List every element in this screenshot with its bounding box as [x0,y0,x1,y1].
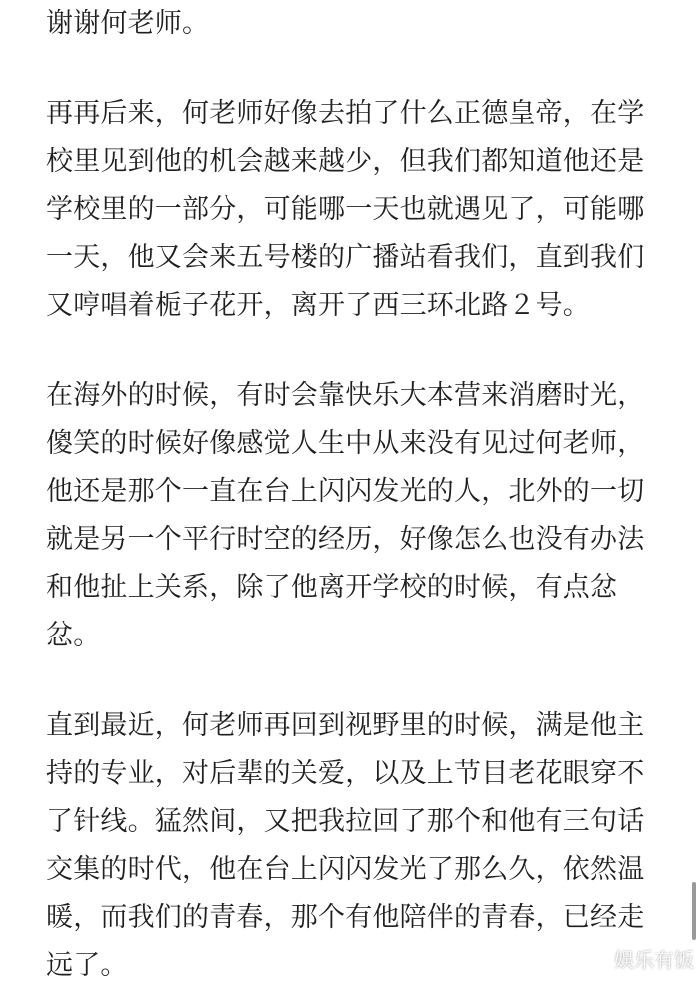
paragraph-line: 忿。 [46,620,101,651]
watermark-text: 娱乐有饭 [614,947,694,972]
paragraph-line: 在海外的时候，有时会靠快乐大本营来消磨时光， [46,380,645,411]
paragraph-line: 远了。 [46,950,128,981]
paragraph-line: 交集的时代，他在台上闪闪发光了那么久，依然温 [46,854,645,885]
paragraph-line: 和他扯上关系，除了他离开学校的时候，有点忿 [46,572,618,603]
weibo-icon [582,947,610,969]
paragraph-line: 一天，他又会来五号楼的广播站看我们，直到我们 [46,242,645,273]
paragraph-line: 他还是那个一直在台上闪闪发光的人，北外的一切 [46,476,645,507]
paragraph-line: 谢谢何老师。 [46,8,210,39]
paragraph-line: 又哼唱着栀子花开，离开了西三环北路２号。 [46,290,590,321]
paragraph-line: 持的专业，对后辈的关爱，以及上节目老花眼穿不 [46,758,645,789]
paragraph-line: 暖，而我们的青春，那个有他陪伴的青春，已经走 [46,902,645,933]
paragraph-line: 了针线。猛然间，又把我拉回了那个和他有三句话 [46,806,645,837]
paragraph-line: 就是另一个平行时空的经历，好像怎么也没有办法 [46,524,645,555]
weibo-watermark [582,943,694,973]
paragraph-line: 直到最近，何老师再回到视野里的时候，满是他主 [46,710,645,741]
paragraph-line: 再再后来，何老师好像去拍了什么正德皇帝，在学 [46,98,645,129]
paragraph-line: 傻笑的时候好像感觉人生中从来没有见过何老师， [46,428,645,459]
paragraph-line: 校里见到他的机会越来越少，但我们都知道他还是 [46,146,645,177]
paragraph-line: 学校里的一部分，可能哪一天也就遇见了，可能哪 [46,194,645,225]
scrollbar-thumb[interactable] [692,882,696,940]
